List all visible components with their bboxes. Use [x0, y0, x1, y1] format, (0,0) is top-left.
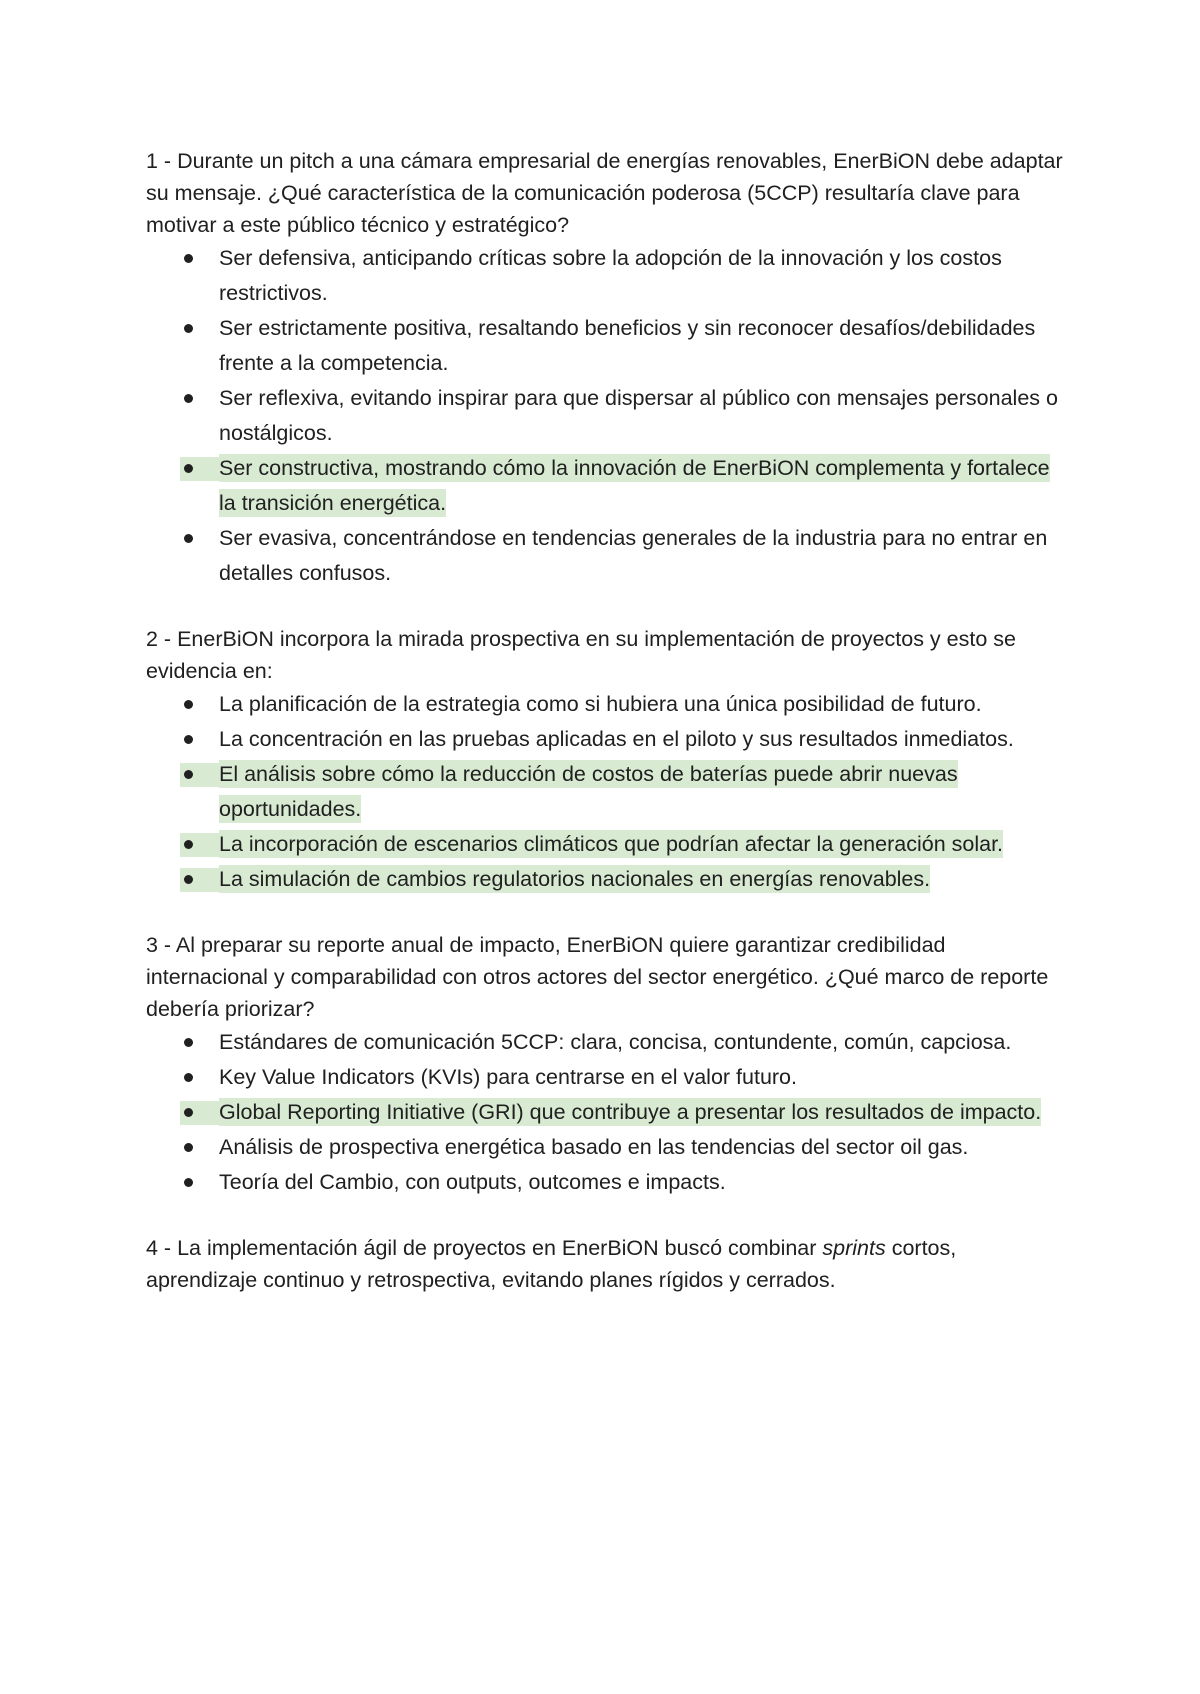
option-2e-highlighted: [146, 862, 1070, 897]
option-text: La simulación de cambios regulatorios nacionales en energías renovables.: [219, 867, 931, 891]
bullet-icon: [184, 1108, 193, 1117]
bullet-icon: [184, 875, 193, 884]
question-4-text: [146, 1232, 1070, 1296]
question-4: [146, 1232, 1070, 1296]
question-4-text-start: 4 - La implementación ágil de proyectos en EnerBiON buscó combinar: [146, 1236, 823, 1260]
option-text: La incorporación de escenarios climáticos que podrían afectar la generación solar.: [219, 832, 1004, 856]
question-3-text: 3 - Al preparar su reporte anual de impacto, EnerBiON quiere garantizar credibilidad internacional y comparabilidad con otros actores del sector energético. ¿Qué marco de reporte debería priorizar?: [146, 933, 1049, 1021]
option-text: Teoría del Cambio, con outputs, outcomes e impacts.: [219, 1170, 726, 1194]
question-4-text-end: cortos, aprendizaje continuo y retrospectiva, evitando planes rígidos y cerrados.: [146, 1236, 957, 1292]
option-1c: [146, 381, 1070, 451]
bullet-icon: [184, 1038, 193, 1047]
option-3c-highlighted: [146, 1095, 1070, 1130]
option-3a: [146, 1025, 1070, 1060]
option-1b: [146, 311, 1070, 381]
option-text: Ser estrictamente positiva, resaltando beneficios y sin reconocer desafíos/debilidades frente a la competencia.: [219, 316, 1036, 375]
option-1d-highlighted: [146, 451, 1070, 521]
question-1: [146, 145, 1070, 591]
option-text: Key Value Indicators (KVIs) para centrarse en el valor futuro.: [219, 1065, 797, 1089]
option-text: Análisis de prospectiva energética basado en las tendencias del sector oil gas.: [219, 1135, 969, 1159]
question-4-italic-term: sprints: [822, 1236, 886, 1260]
option-3b: [146, 1060, 1070, 1095]
option-3e: [146, 1165, 1070, 1200]
option-2b: [146, 722, 1070, 757]
option-2c-highlighted: [146, 757, 1070, 827]
question-1-text: 1 - Durante un pitch a una cámara empresarial de energías renovables, EnerBiON debe adaptar su mensaje. ¿Qué característica de la comunicación poderosa (5CCP) resultaría clave para motivar a este público técnico y estratégico?: [146, 149, 1063, 237]
option-text: La planificación de la estrategia como si hubiera una única posibilidad de futuro.: [219, 692, 982, 716]
question-2-text: 2 - EnerBiON incorpora la mirada prospectiva en su implementación de proyectos y esto se evidencia en:: [146, 627, 1016, 683]
spacer: [146, 1200, 1070, 1232]
option-text: Global Reporting Initiative (GRI) que contribuye a presentar los resultados de impacto.: [219, 1100, 1042, 1124]
bullet-icon: [184, 1143, 193, 1152]
option-1a: [146, 241, 1070, 311]
bullet-icon: [184, 534, 193, 543]
spacer: [146, 591, 1070, 623]
option-1e: [146, 521, 1070, 591]
bullet-icon: [184, 770, 193, 779]
option-3d: [146, 1130, 1070, 1165]
bullet-icon: [184, 735, 193, 744]
bullet-icon: [184, 700, 193, 709]
question-2-options: [146, 687, 1070, 897]
question-1-options: [146, 241, 1070, 591]
option-text: La concentración en las pruebas aplicadas en el piloto y sus resultados inmediatos.: [219, 727, 1014, 751]
option-text: Ser constructiva, mostrando cómo la innovación de EnerBiON complementa y fortalece la transición energética.: [219, 456, 1050, 515]
option-text: El análisis sobre cómo la reducción de costos de baterías puede abrir nuevas oportunidades.: [219, 762, 958, 821]
option-text: Ser defensiva, anticipando críticas sobre la adopción de la innovación y los costos restrictivos.: [219, 246, 1002, 305]
question-3: [146, 929, 1070, 1200]
bullet-icon: [184, 1073, 193, 1082]
option-2a: [146, 687, 1070, 722]
question-2: [146, 623, 1070, 897]
option-text: Ser evasiva, concentrándose en tendencias generales de la industria para no entrar en detalles confusos.: [219, 526, 1048, 585]
bullet-icon: [184, 254, 193, 263]
bullet-icon: [184, 394, 193, 403]
option-text: Estándares de comunicación 5CCP: clara, concisa, contundente, común, capciosa.: [219, 1030, 1012, 1054]
bullet-icon: [184, 840, 193, 849]
question-3-options: [146, 1025, 1070, 1200]
bullet-icon: [184, 1178, 193, 1187]
option-text: Ser reflexiva, evitando inspirar para que dispersar al público con mensajes personales o nostálgicos.: [219, 386, 1058, 445]
bullet-icon: [184, 464, 193, 473]
option-2d-highlighted: [146, 827, 1070, 862]
spacer: [146, 897, 1070, 929]
bullet-icon: [184, 324, 193, 333]
